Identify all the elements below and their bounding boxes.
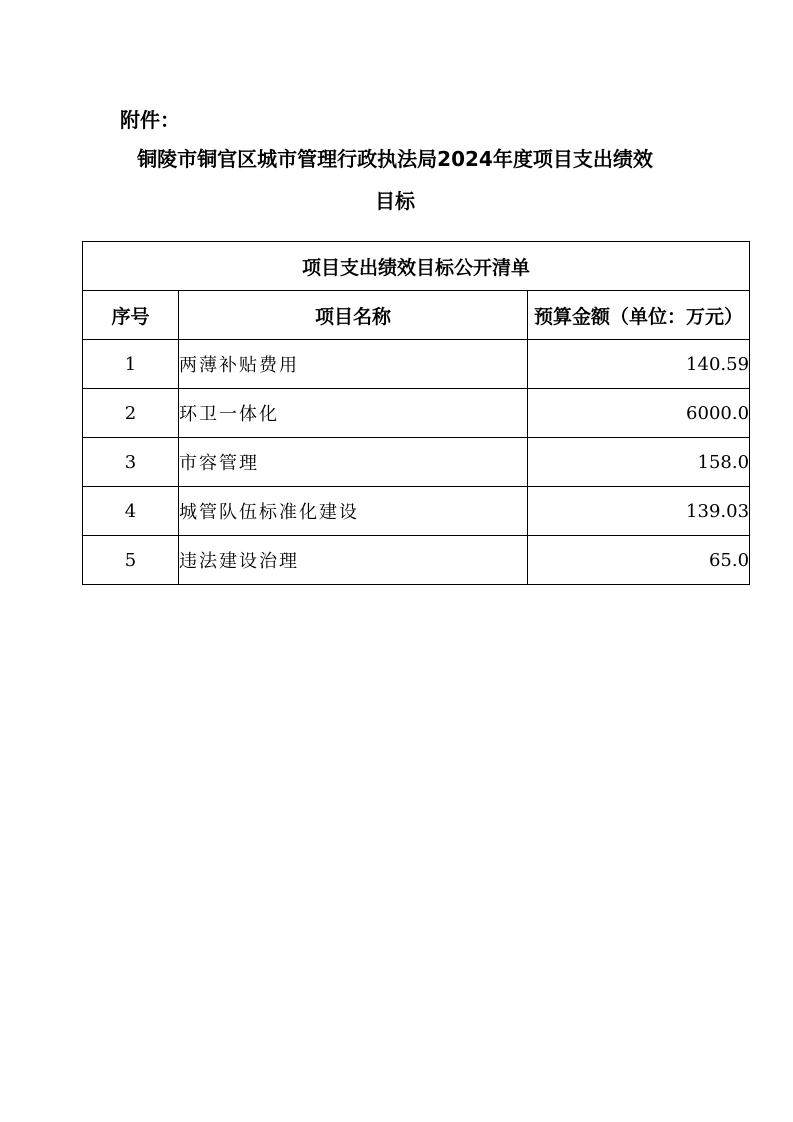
row-project-name: 违法建设治理 (179, 536, 528, 585)
attachment-label: 附件： (120, 108, 180, 132)
table-row (83, 340, 750, 389)
row-seq: 4 (83, 487, 179, 536)
header-project-name: 项目名称 (179, 291, 528, 340)
document-title-line-1: 铜陵市铜官区城市管理行政执法局2024年度项目支出绩效 (137, 147, 653, 171)
row-budget-amount: 139.03 (528, 487, 750, 536)
row-seq: 3 (83, 438, 179, 487)
document-title-line-2: 目标 (375, 189, 415, 213)
row-project-name: 环卫一体化 (179, 389, 528, 438)
row-project-name: 市容管理 (179, 438, 528, 487)
table-row (83, 389, 750, 438)
row-project-name: 城管队伍标准化建设 (179, 487, 528, 536)
header-budget-amount: 预算金额（单位：万元） (528, 291, 750, 340)
table-row (83, 438, 750, 487)
table-caption-row (83, 242, 750, 291)
row-budget-amount: 65.0 (528, 536, 750, 585)
row-seq: 1 (83, 340, 179, 389)
row-budget-amount: 158.0 (528, 438, 750, 487)
table-header-row (83, 291, 750, 340)
header-seq: 序号 (83, 291, 179, 340)
table-caption: 项目支出绩效目标公开清单 (83, 242, 750, 291)
row-project-name: 两薄补贴费用 (179, 340, 528, 389)
table-row (83, 487, 750, 536)
budget-table (82, 241, 750, 585)
row-seq: 5 (83, 536, 179, 585)
row-budget-amount: 6000.0 (528, 389, 750, 438)
row-seq: 2 (83, 389, 179, 438)
table-row (83, 536, 750, 585)
row-budget-amount: 140.59 (528, 340, 750, 389)
